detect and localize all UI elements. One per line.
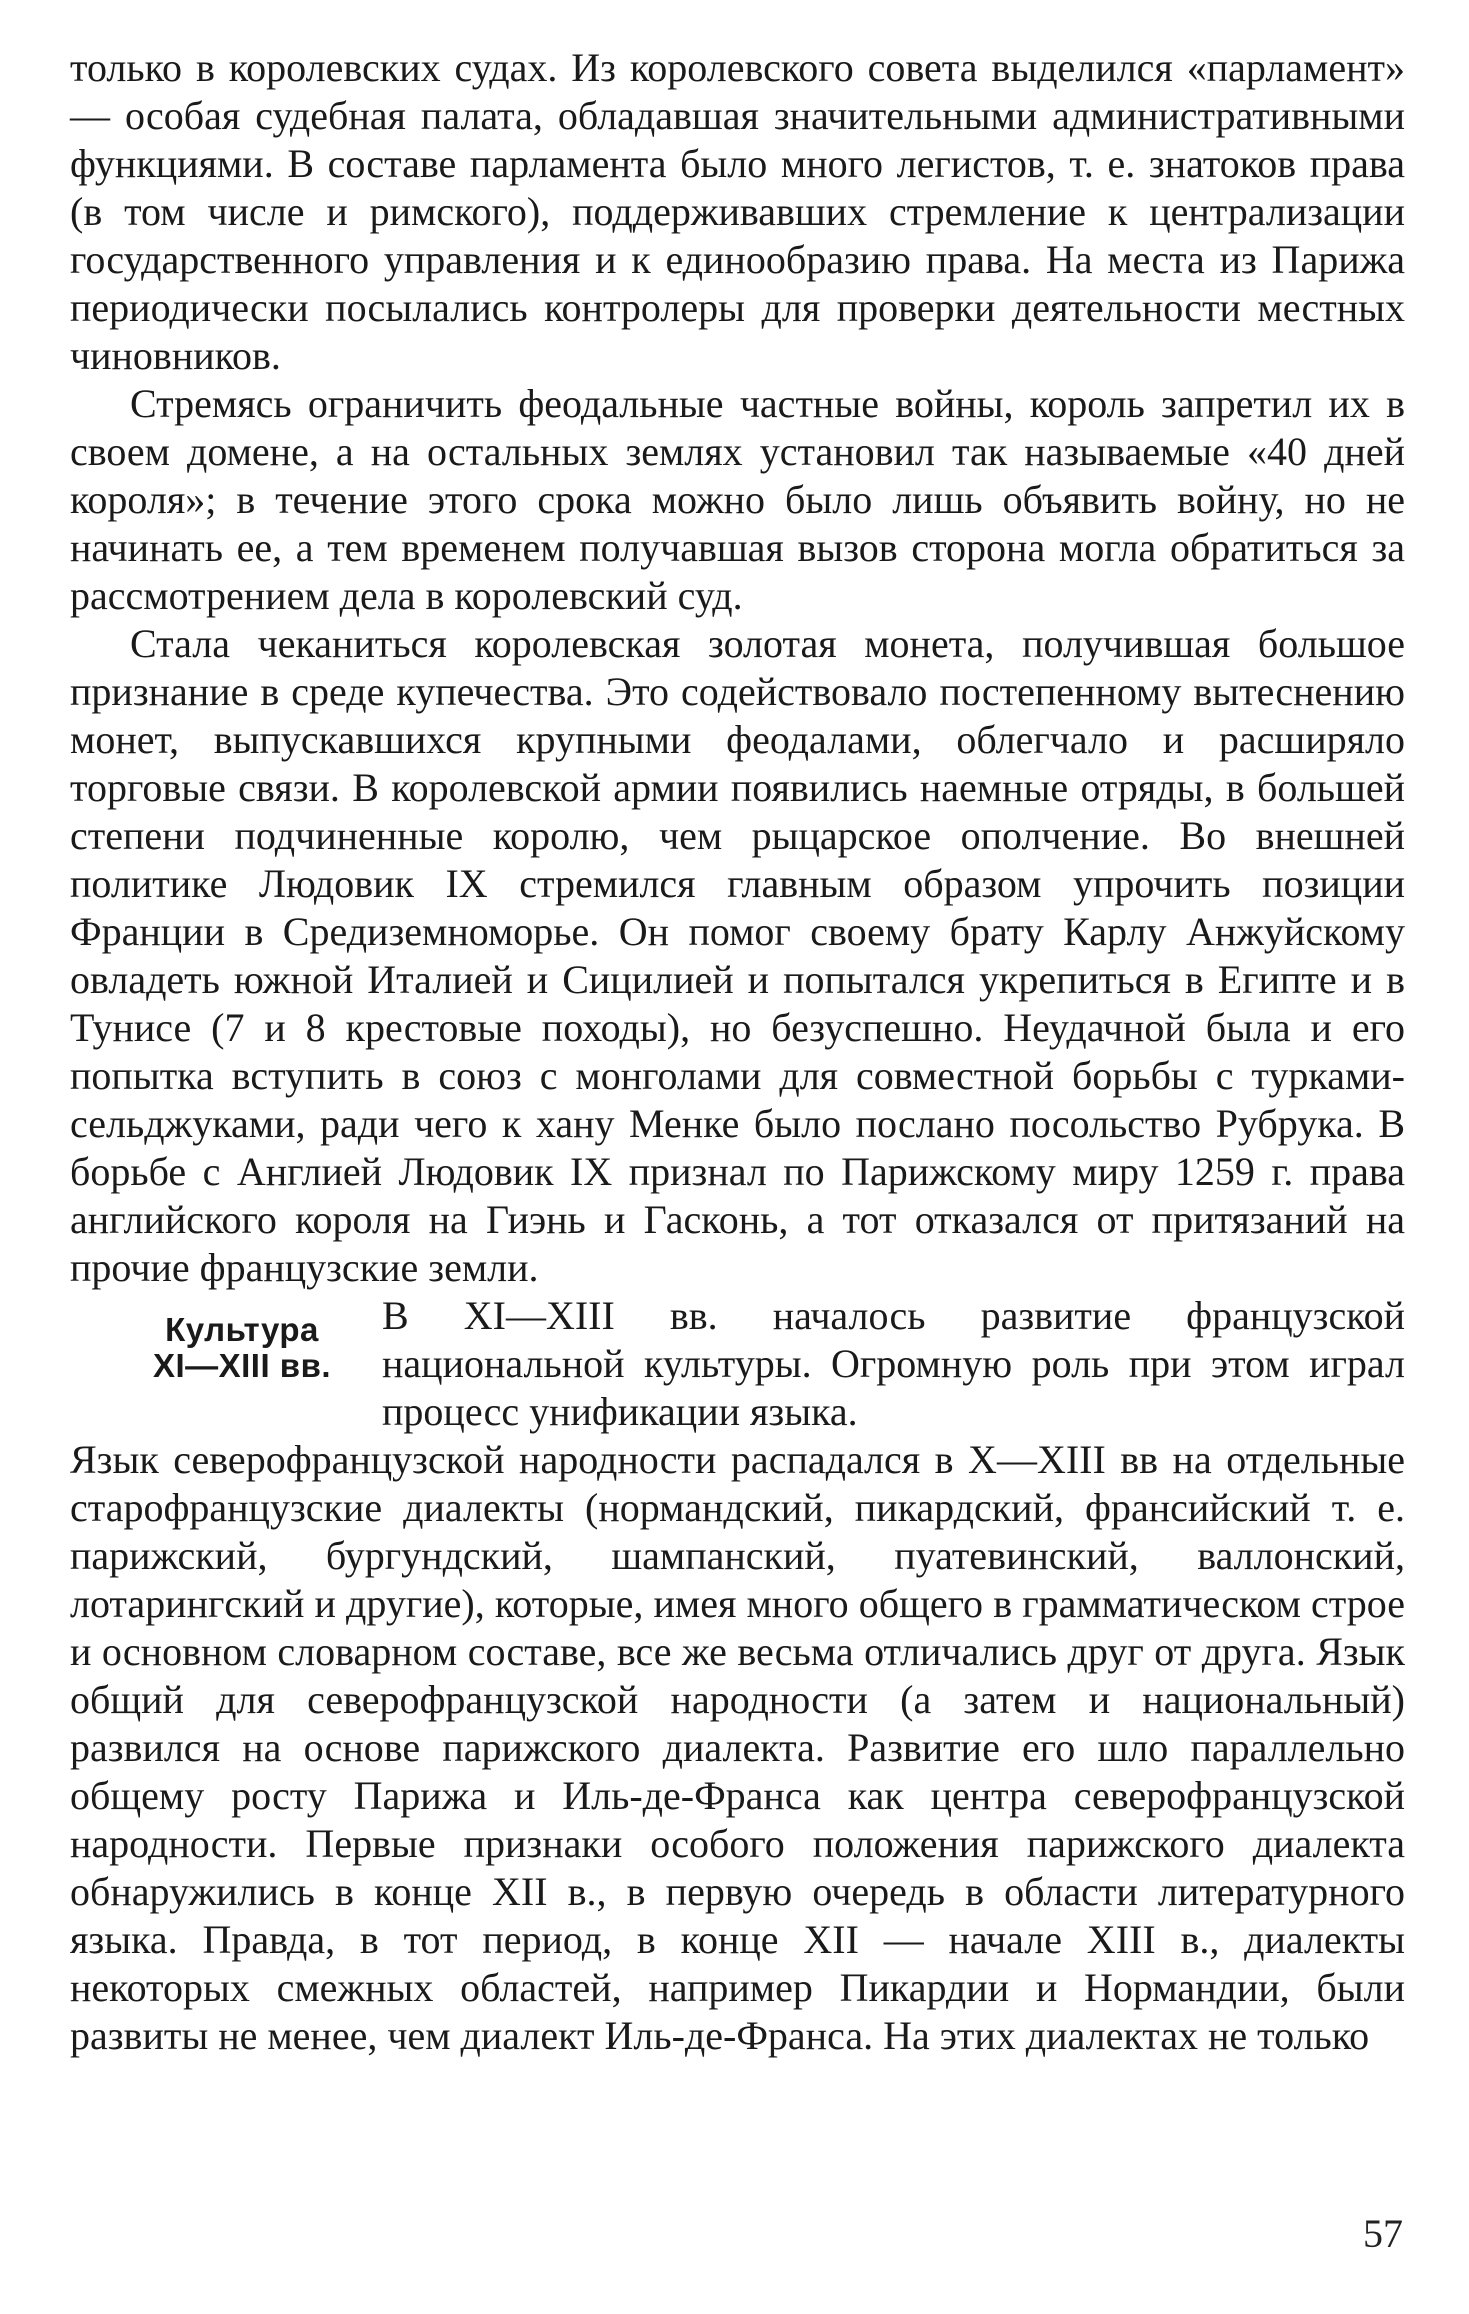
paragraph-2: Стремясь ограничить феодальные частные войны, король запретил их в своем домене, а на остальных землях установил так называемые «40 дней короля»; в течение этого срока можно было лишь объявить войну, но не начинать ее, а тем временем получавшая вызов сторона могла обратиться за рассмотрением дела в королевский суд.: [70, 381, 1405, 618]
culture-section: [70, 1292, 1405, 2060]
paragraph-1: только в королевских судах. Из королевского совета выделился «парламент» — особая судебная палата, обладавшая значительными административными функциями. В составе парламента было много легистов, т. е. знатоков права (в том числе и римского), поддерживавших стремление к централизации государственного управления и к единообразию права. На места из Парижа периодически посылались контролеры для проверки деятельности местных чиновников.: [70, 45, 1405, 378]
paragraph-4-lead: В XI—XIII вв. началось развитие французской национальной культуры. Огромную роль при этом играл процесс унификации языка.: [382, 1293, 1405, 1434]
side-heading-line-2: XI—XIII вв.: [152, 1347, 332, 1384]
side-heading-line-1: Культура: [165, 1311, 319, 1348]
page-number: 57: [1363, 2211, 1403, 2256]
paragraph-4-rest: Язык северофранцузской народности распадался в X—XIII вв на отдельные старофранцузские диалекты (нормандский, пикардский, франсийский т. е. парижский, бургундский, шампанский, пуатевинский, валлонский, лотарингский и другие), которые, имея много общего в грамматическом строе и основном словарном составе, все же весьма отличались друг от друга. Язык общий для северофранцузской народности (а затем и национальный) развился на основе парижского диалекта. Развитие его шло параллельно общему росту Парижа и Иль-де-Франса как центра северофранцузской народности. Первые признаки особого положения парижского диалекта обнаружились в конце XII в., в первую очередь в области литературного языка. Правда, в тот период, в конце XII — начале XIII в., диалекты некоторых смежных областей, например Пикардии и Нормандии, были развиты не менее, чем диалект Иль-де-Франса. На этих диалектах не только: [70, 1437, 1405, 2058]
side-heading: [112, 1312, 372, 1384]
paragraph-3: Стала чеканиться королевская золотая монета, получившая большое признание в среде купечества. Это содействовало постепенному вытеснению монет, выпускавшихся крупными феодалами, облегчало и расширяло торговые связи. В королевской армии появились наемные отряды, в большей степени подчиненные королю, чем рыцарское ополчение. Во внешней политике Людовик IX стремился главным образом упрочить позиции Франции в Средиземноморье. Он помог своему брату Карлу Анжуйскому овладеть южной Италией и Сицилией и попытался укрепиться в Египте и в Тунисе (7 и 8 крестовые походы), но безуспешно. Неудачной была и его попытка вступить в союз с монголами для совместной борьбы с турками-сельджуками, ради чего к хану Менке было послано посольство Рубрука. В борьбе с Англией Людовик IX признал по Парижскому миру 1259 г. права английского короля на Гиэнь и Гасконь, а тот отказался от притязаний на прочие французские земли.: [70, 621, 1405, 1290]
page-body: [70, 44, 1405, 2060]
